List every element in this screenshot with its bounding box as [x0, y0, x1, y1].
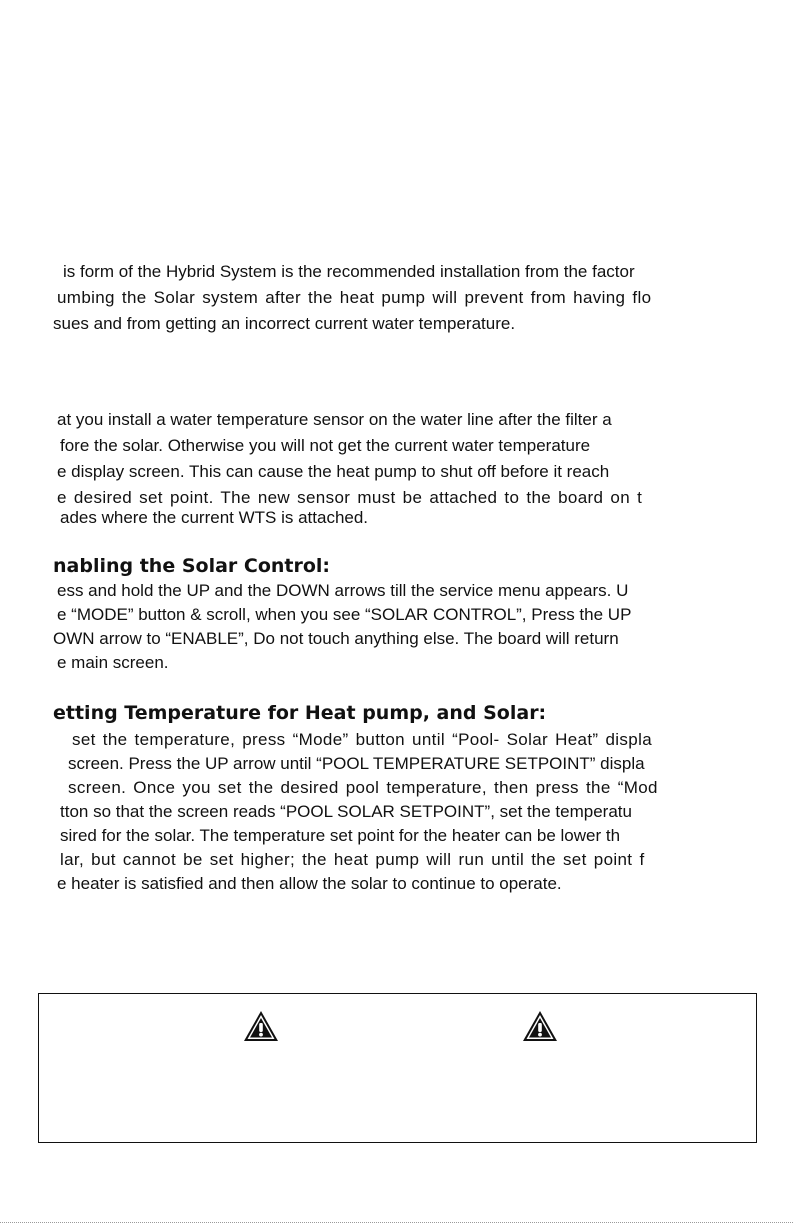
- enabling-line: OWN arrow to “ENABLE”, Do not touch anything else. The board will return: [53, 629, 619, 648]
- section-heading-setting: etting Temperature for Heat pump, and Solar:: [53, 702, 547, 724]
- setting-line: e heater is satisfied and then allow the solar to continue to operate.: [57, 874, 562, 893]
- sensor-note-line: ades where the current WTS is attached.: [60, 508, 369, 527]
- intro-line: umbing the Solar system after the heat pump will prevent from having flo: [57, 288, 652, 307]
- page-bottom-rule: [0, 1222, 793, 1223]
- setting-line: tton so that the screen reads “POOL SOLAR SETPOINT”, set the temperatu: [60, 802, 632, 821]
- sensor-note-line: fore the solar. Otherwise you will not get the current water temperature: [60, 436, 591, 455]
- warning-triangle-icon: [243, 1010, 279, 1042]
- setting-line: set the temperature, press “Mode” button until “Pool- Solar Heat” displa: [72, 730, 653, 749]
- setting-line: screen. Press the UP arrow until “POOL TEMPERATURE SETPOINT” displa: [68, 754, 645, 773]
- sensor-note-line: at you install a water temperature sensor on the water line after the filter a: [57, 410, 612, 429]
- warning-triangle-icon: [522, 1010, 558, 1042]
- enabling-line: e “MODE” button & scroll, when you see “SOLAR CONTROL”, Press the UP: [57, 605, 632, 624]
- sensor-note-line: e display screen. This can cause the heat pump to shut off before it reach: [57, 462, 610, 481]
- sensor-note-line: e desired set point. The new sensor must be attached to the board on t: [57, 488, 643, 507]
- setting-line: screen. Once you set the desired pool temperature, then press the “Mod: [68, 778, 658, 797]
- warning-box: [38, 993, 757, 1143]
- intro-line: sues and from getting an incorrect current water temperature.: [53, 314, 516, 333]
- setting-line: lar, but cannot be set higher; the heat pump will run until the set point f: [60, 850, 645, 869]
- setting-line: sired for the solar. The temperature set point for the heater can be lower th: [60, 826, 621, 845]
- enabling-line: ess and hold the UP and the DOWN arrows till the service menu appears. U: [57, 581, 629, 600]
- intro-line: is form of the Hybrid System is the recommended installation from the factor: [63, 262, 635, 281]
- section-heading-enabling: nabling the Solar Control:: [53, 555, 331, 577]
- enabling-line: e main screen.: [57, 653, 169, 672]
